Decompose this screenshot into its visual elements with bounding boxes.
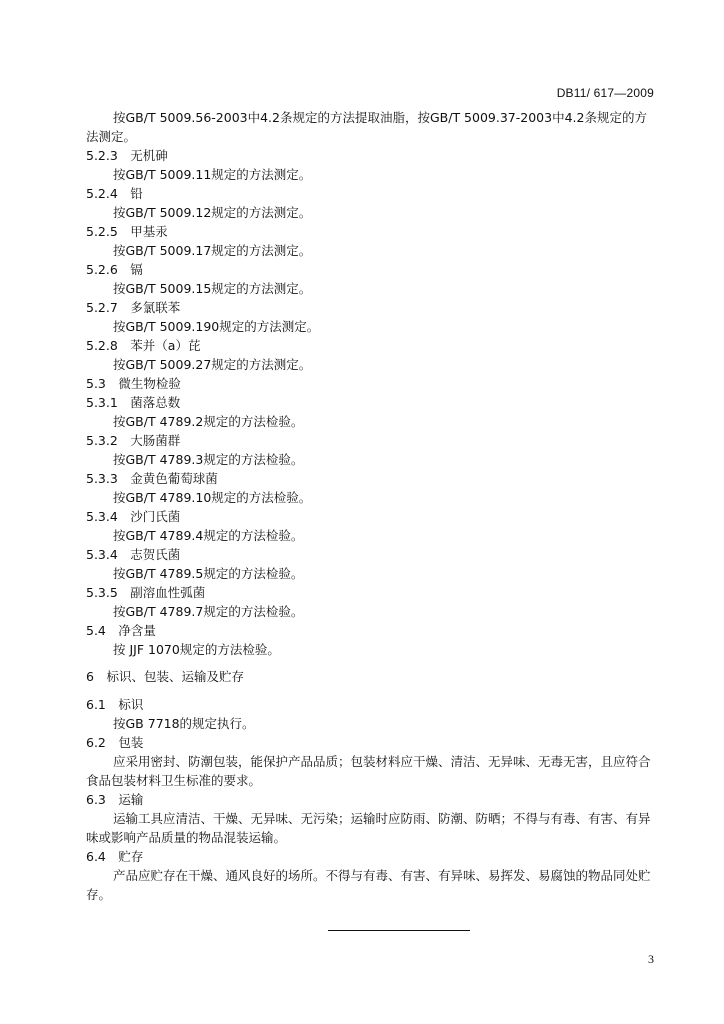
- item-heading: 5.3.5 副溶血性弧菌: [86, 585, 206, 600]
- item-text: 按GB/T 4789.2规定的方法检验。: [113, 414, 304, 429]
- document-body: [86, 108, 660, 904]
- subsection-text: 按GB 7718的规定执行。: [113, 716, 255, 731]
- subsection-heading: 6.2 包装: [86, 735, 144, 750]
- subsection-text: 产品应贮存在干燥、通风良好的场所。不得与有毒、有害、有异味、易挥发、易腐蚀的物品同处贮存。: [86, 868, 651, 902]
- item-text: 按GB/T 4789.3规定的方法检验。: [113, 452, 304, 467]
- item-text: 按GB/T 4789.7规定的方法检验。: [113, 604, 304, 619]
- page-number: 3: [648, 952, 654, 966]
- item-heading: 5.3.4 沙门氏菌: [86, 509, 181, 524]
- item-text: 按GB/T 4789.4规定的方法检验。: [113, 528, 304, 543]
- item-heading: 5.2.7 多氯联苯: [86, 300, 181, 315]
- item-heading: 5.4 净含量: [86, 623, 156, 638]
- standard-code: DB11/ 617—2009: [556, 86, 654, 100]
- item-text: 按GB/T 5009.15规定的方法测定。: [113, 281, 312, 296]
- subsection-heading: 6.4 贮存: [86, 849, 144, 864]
- item-heading: 5.3.3 金黄色葡萄球菌: [86, 471, 218, 486]
- item-text: 按GB/T 5009.11规定的方法测定。: [113, 167, 312, 182]
- item-heading: 5.2.3 无机砷: [86, 148, 168, 163]
- end-rule: [328, 930, 470, 931]
- item-heading: 5.2.6 镉: [86, 262, 143, 277]
- item-text: 按GB/T 4789.10规定的方法检验。: [113, 490, 312, 505]
- subsection-text: 运输工具应清洁、干燥、无异味、无污染；运输时应防雨、防潮、防晒；不得与有毒、有害、有异味或影响产品质量的物品混装运输。: [86, 811, 651, 845]
- subsection-heading: 6.3 运输: [86, 792, 144, 807]
- item-heading: 5.2.5 甲基汞: [86, 224, 168, 239]
- subsection-heading: 6.1 标识: [86, 697, 144, 712]
- item-text: 按GB/T 5009.17规定的方法测定。: [113, 243, 312, 258]
- item-text: 按GB/T 4789.5规定的方法检验。: [113, 566, 304, 581]
- section-heading: 5.3 微生物检验: [86, 376, 181, 391]
- item-text: 按GB/T 5009.190规定的方法测定。: [113, 319, 320, 334]
- intro-paragraph: 按GB/T 5009.56-2003中4.2条规定的方法提取油脂，按GB/T 5009.37-2003中4.2条规定的方法测定。: [86, 110, 647, 144]
- item-heading: 5.2.8 苯并（a）芘: [86, 338, 201, 353]
- chapter-heading: 6 标识、包装、运输及贮存: [86, 669, 244, 684]
- item-heading: 5.3.2 大肠菌群: [86, 433, 181, 448]
- item-heading: 5.3.4 志贺氏菌: [86, 547, 181, 562]
- item-text: 按GB/T 5009.27规定的方法测定。: [113, 357, 312, 372]
- item-text: 按GB/T 5009.12规定的方法测定。: [113, 205, 312, 220]
- item-text: 按 JJF 1070规定的方法检验。: [113, 642, 280, 657]
- subsection-text: 应采用密封、防潮包装，能保护产品品质；包装材料应干燥、清洁、无异味、无毒无害，且应符合食品包装材料卫生标准的要求。: [86, 754, 651, 788]
- item-heading: 5.3.1 菌落总数: [86, 395, 181, 410]
- item-heading: 5.2.4 铅: [86, 186, 143, 201]
